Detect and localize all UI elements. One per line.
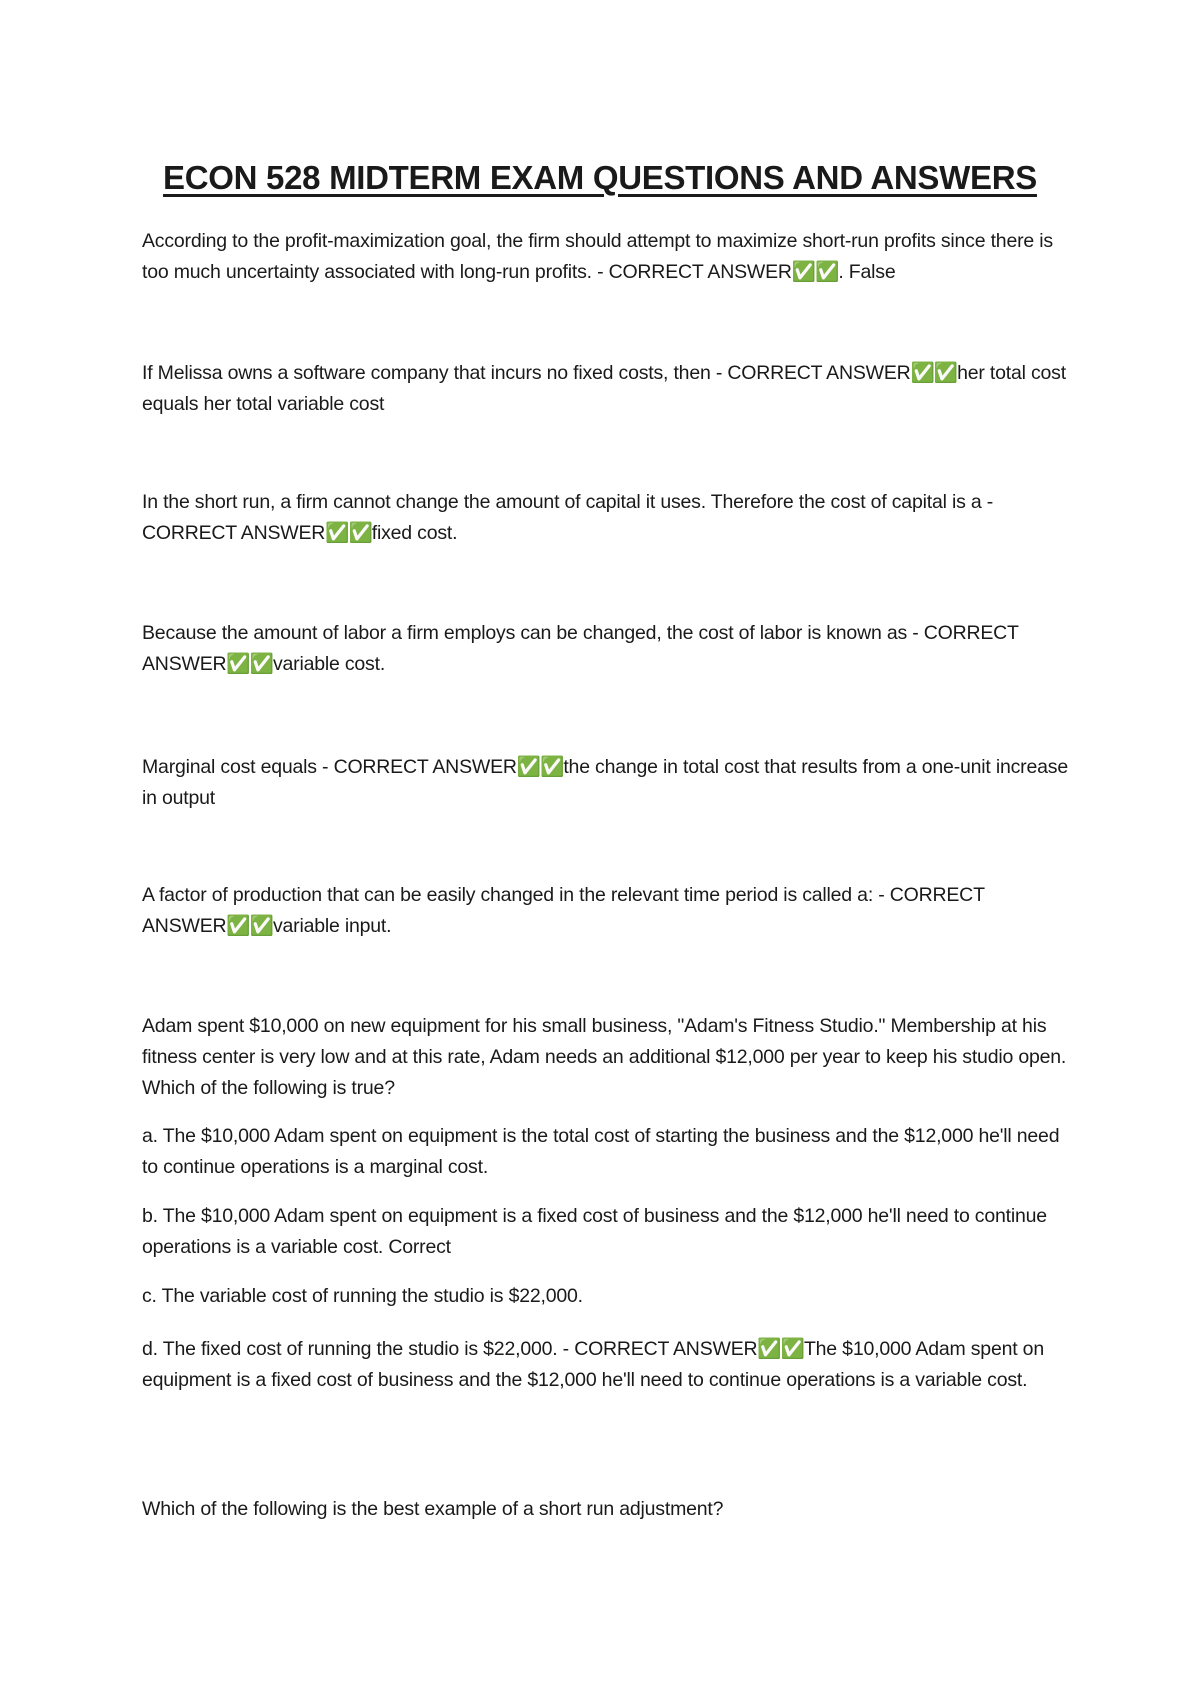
checkmark-icon: ✅✅ (757, 1338, 804, 1360)
checkmark-icon: ✅✅ (226, 915, 273, 937)
question-text: According to the profit-maximization goal, the firm should attempt to maximize short-run profits since there is too much uncertainty associated with long-run profits. - CORRECT ANSWER (142, 230, 1053, 283)
qa-item-3 (142, 487, 1072, 549)
qa-item-6 (142, 880, 1072, 942)
checkmark-icon: ✅✅ (910, 362, 958, 384)
answer-text: fixed cost. (371, 522, 458, 544)
option-d-text: d. The fixed cost of running the studio is $22,000. - CORRECT ANSWER (142, 1338, 758, 1360)
question-text: If Melissa owns a software company that incurs no fixed costs, then - CORRECT ANSWER (142, 362, 911, 384)
qa-item-2 (142, 358, 1072, 420)
question-text: In the short run, a firm cannot change the amount of capital it uses. Therefore the cost of capital is a - CORRECT ANSWER (142, 491, 993, 544)
qa-item-1 (142, 226, 1072, 288)
question-text: A factor of production that can be easily changed in the relevant time period is called a: - CORRECT ANSWER (142, 884, 985, 937)
question-text: Because the amount of labor a firm employs can be changed, the cost of labor is known as - CORRECT ANSWER (142, 622, 1019, 675)
answer-text: variable cost. (272, 653, 386, 675)
checkmark-icon: ✅✅ (226, 653, 273, 675)
option-a: a. The $10,000 Adam spent on equipment is the total cost of starting the business and the $12,000 he'll need to continue operations is a marginal cost. (142, 1125, 1060, 1178)
checkmark-icon: ✅✅ (516, 756, 564, 778)
answer-text: . False (838, 261, 896, 283)
qa-item-4 (142, 618, 1072, 680)
adam-question-stem: Adam spent $10,000 on new equipment for his small business, "Adam's Fitness Studio." Membership at his fitness center is very low and at this rate, Adam needs an additional $12,000 per year to keep his studio open. Which of the following is true? (142, 1015, 1067, 1099)
answer-text: the change in total cost that results from a one-unit increase in output (142, 756, 1068, 809)
option-d (142, 1334, 1072, 1396)
checkmark-icon: ✅✅ (325, 522, 372, 544)
last-question: Which of the following is the best example of a short run adjustment? (142, 1498, 724, 1520)
qa-item-5 (142, 752, 1072, 814)
answer-text: The $10,000 Adam spent on equipment is a fixed cost of business and the $12,000 he'll need to continue operations is a variable cost. (142, 1338, 1044, 1391)
page-title: ECON 528 MIDTERM EXAM QUESTIONS AND ANSWERS (163, 159, 1037, 196)
answer-text: variable input. (272, 915, 392, 937)
checkmark-icon: ✅✅ (791, 261, 839, 283)
option-b: b. The $10,000 Adam spent on equipment is a fixed cost of business and the $12,000 he'll need to continue operations is a variable cost. Correct (142, 1205, 1047, 1258)
answer-text: her total cost equals her total variable cost (142, 362, 1066, 415)
option-c: c. The variable cost of running the studio is $22,000. (142, 1285, 583, 1307)
question-text: Marginal cost equals - CORRECT ANSWER (142, 756, 517, 778)
